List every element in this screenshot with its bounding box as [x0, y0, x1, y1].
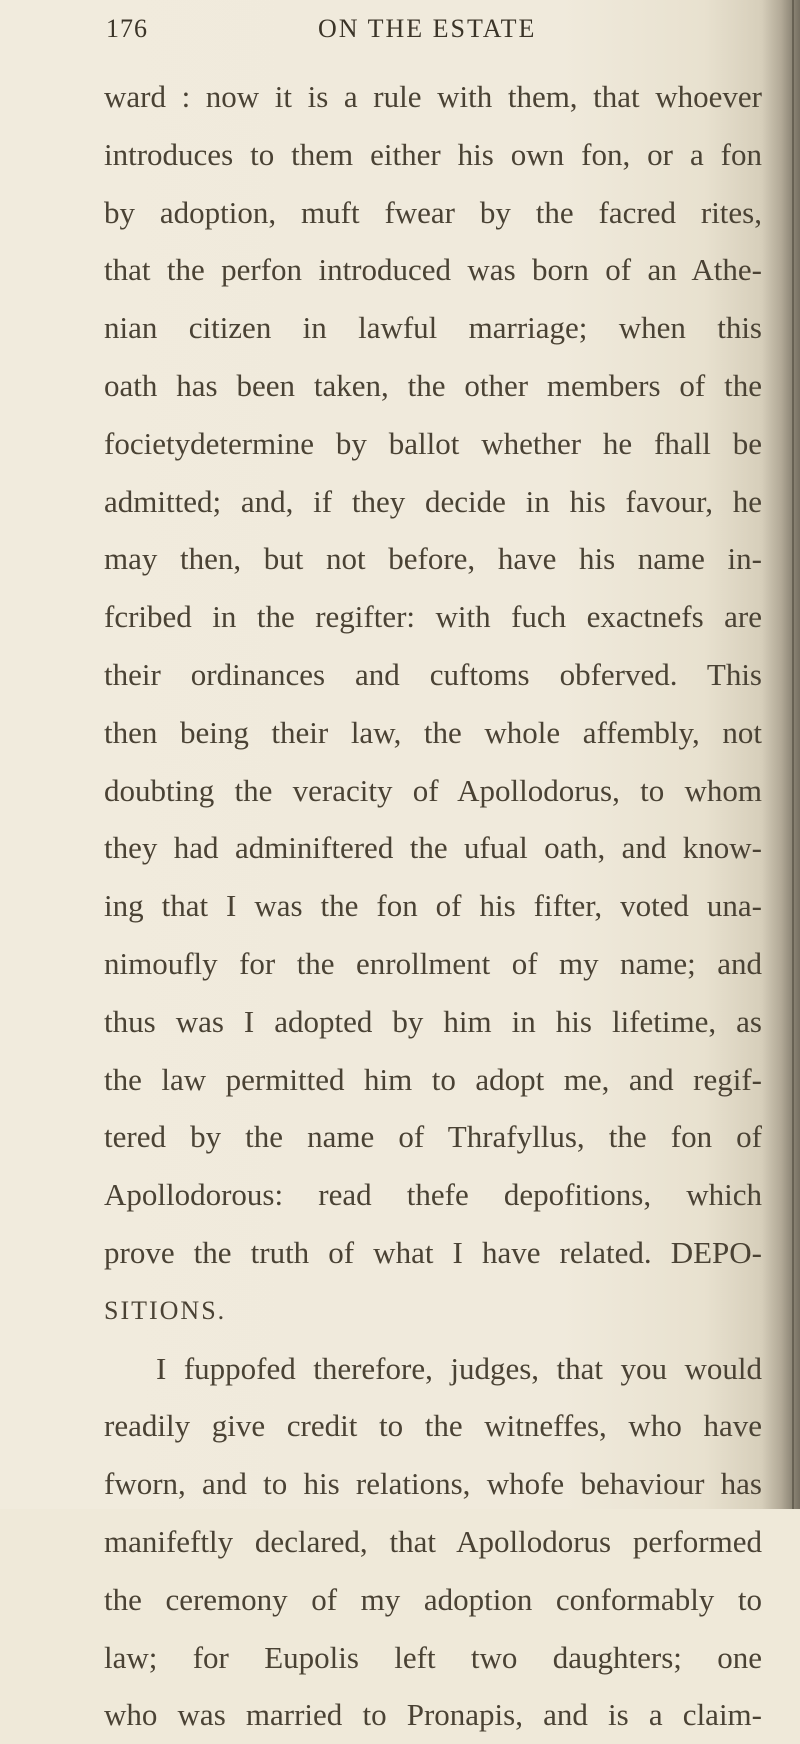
page-number: 176: [106, 14, 148, 43]
text-line: manifeftly declared, that Apollodorus performed: [104, 1523, 762, 1559]
text-line: law; for Eupolis left two daughters; one: [104, 1639, 762, 1675]
text-line: their ordinances and cuftoms obferved. This: [104, 656, 762, 692]
page-edge-line: [792, 0, 794, 1509]
text-line: ing that I was the fon of his fifter, voted una-: [104, 888, 762, 924]
text-line: oath has been taken, the other members of the: [104, 367, 762, 403]
running-title: ON THE ESTATE: [318, 14, 537, 43]
text-line: nimoufly for the enrollment of my name; and: [104, 945, 762, 981]
page-header: [0, 8, 800, 52]
text-line: by adoption, muft fwear by the facred rites,: [104, 194, 762, 230]
text-line: may then, but not before, have his name in-: [104, 541, 762, 577]
text-line: they had adminiftered the ufual oath, and know-: [104, 830, 762, 866]
text-line: Apollodorous: read thefe depofitions, which: [104, 1177, 762, 1213]
text-line: prove the truth of what I have related. DEPO-: [104, 1234, 762, 1270]
text-line: who was married to Pronapis, and is a claim-: [104, 1697, 762, 1733]
text-line: nian citizen in lawful marriage; when this: [104, 310, 762, 346]
text-line: introduces to them either his own fon, or a fon: [104, 136, 762, 172]
text-line-paragraph-start: I fuppofed therefore, judges, that you would: [156, 1350, 762, 1386]
text-line: the law permitted him to adopt me, and regif-: [104, 1061, 762, 1097]
text-line: fworn, and to his relations, whofe behaviour has: [104, 1466, 762, 1502]
text-line: thus was I adopted by him in his lifetime, as: [104, 1003, 762, 1039]
text-line: doubting the veracity of Apollodorus, to whom: [104, 772, 762, 808]
text-line: ward : now it is a rule with them, that whoever: [104, 79, 762, 114]
text-line: admitted; and, if they decide in his favour, he: [104, 483, 762, 519]
text-line: then being their law, the whole affembly, not: [104, 714, 762, 750]
text-line: SITIONS.: [104, 1295, 227, 1325]
text-line: readily give credit to the witneffes, who have: [104, 1408, 762, 1444]
body-text: [104, 68, 762, 1744]
text-line: the ceremony of my adoption conformably to: [104, 1581, 762, 1617]
text-line: focietydetermine by ballot whether he fhall be: [104, 425, 762, 461]
text-line: that the perfon introduced was born of an Athe-: [104, 252, 762, 288]
text-line: fcribed in the regifter: with fuch exactnefs are: [104, 599, 762, 635]
page-edge-shadow: [762, 0, 800, 1509]
text-line: tered by the name of Thrafyllus, the fon of: [104, 1119, 762, 1155]
